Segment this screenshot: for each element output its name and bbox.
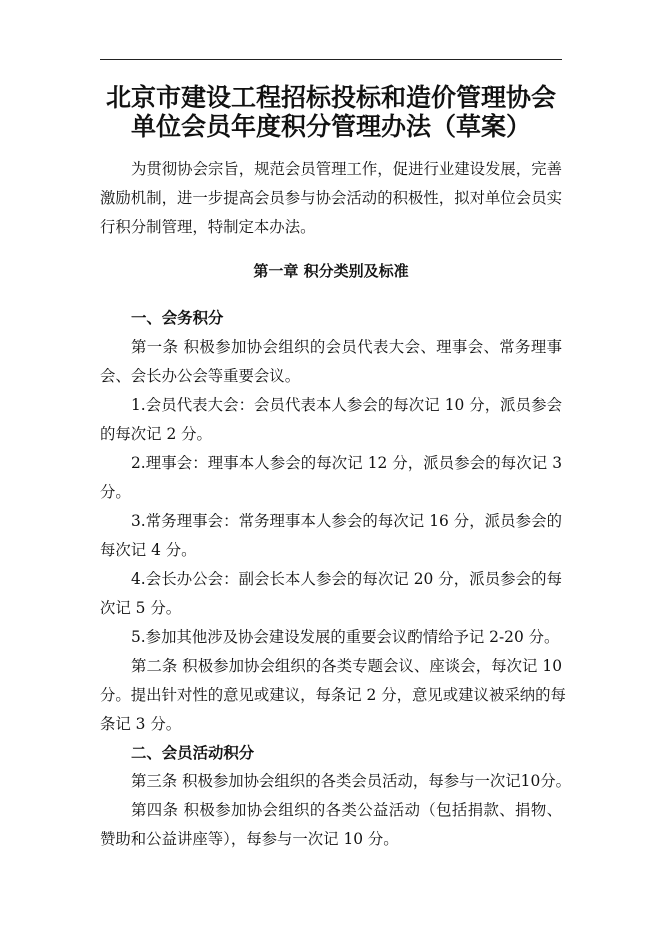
article-2: 条记 3 分。 (100, 715, 182, 733)
header-rule (100, 59, 562, 60)
item-1: 1.会员代表大会：会员代表本人参会的每次记 10 分，派员参会 (131, 396, 562, 414)
article-2: 分。提出针对性的意见或建议，每条记 2 分，意见或建议被采纳的每 (100, 686, 566, 704)
article-1: 会、会长办公会等重要会议。 (100, 367, 301, 385)
section-heading: 二、会员活动积分 (131, 744, 255, 762)
item-4: 4.会长办公会：副会长本人参会的每次记 20 分，派员参会的每 (131, 570, 562, 588)
doc-title-line-1: 北京市建设工程招标投标和造价管理协会 (105, 83, 556, 112)
article-4: 赞助和公益讲座等），每参与一次记 10 分。 (100, 830, 399, 848)
article-3: 第三条 积极参加协会组织的各类会员活动，每参与一次记10分。 (131, 772, 572, 790)
item-2: 分。 (100, 483, 131, 501)
item-5: 5.参加其他涉及协会建设发展的重要会议酌情给予记 2-20 分。 (131, 628, 560, 646)
item-3: 每次记 4 分。 (100, 541, 197, 559)
item-2: 2.理事会：理事本人参会的每次记 12 分，派员参会的每次记 3 (131, 454, 562, 472)
doc-title-line-2: 单位会员年度积分管理办法（草案） (130, 112, 531, 141)
chapter-heading: 第一章 积分类别及标准 (253, 262, 409, 280)
item-1: 的每次记 2 分。 (100, 425, 212, 443)
section-heading: 一、会务积分 (131, 309, 224, 327)
article-2: 第二条 积极参加协会组织的各类专题会议、座谈会，每次记 10 (131, 657, 562, 675)
preamble-line: 为贯彻协会宗旨，规范会员管理工作，促进行业建设发展，完善 (131, 160, 562, 178)
article-4: 第四条 积极参加协会组织的各类公益活动（包括捐款、捐物、 (131, 801, 562, 819)
item-4: 次记 5 分。 (100, 599, 182, 617)
item-3: 3.常务理事会：常务理事本人参会的每次记 16 分，派员参会的 (131, 512, 562, 530)
article-1: 第一条 积极参加协会组织的会员代表大会、理事会、常务理事 (131, 338, 562, 356)
preamble-line: 激励机制，进一步提高会员参与协会活动的积极性，拟对单位会员实 (100, 189, 562, 207)
preamble-line: 行积分制管理，特制定本办法。 (100, 218, 316, 236)
